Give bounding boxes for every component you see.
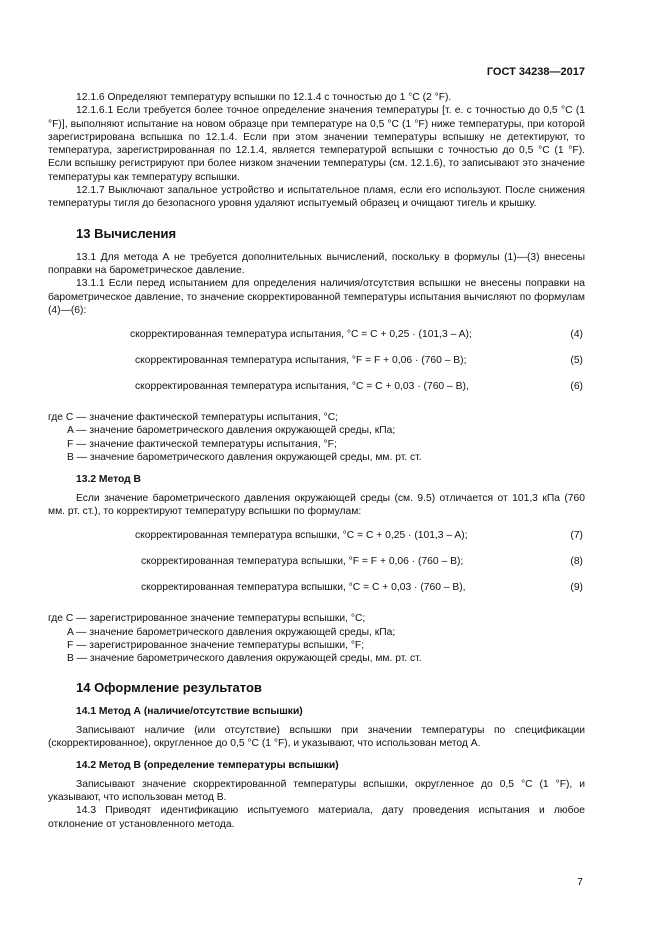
- subsection-heading-14-1: 14.1 Метод А (наличие/отсутствие вспышки): [76, 706, 303, 718]
- variable-definition: A — значение барометрического давления окружающей среды, кПа;: [67, 626, 396, 638]
- variable-definition: A — значение барометрического давления окружающей среды, кПа;: [67, 425, 396, 437]
- paragraph-14-2: Записывают значение скорректированной температуры вспышки, округленное до 0,5 °С (1 °F), и указывают, что использован метод В.: [48, 778, 585, 803]
- subsection-heading-14-2: 14.2 Метод В (определение температуры вспышки): [76, 760, 339, 772]
- paragraph-12-1-6-1: 12.1.6.1 Если требуется более точное определение значения температуры [т. е. с точностью до 0,5 °С (1 °F)], выполняют испытание на новом образце при температуре на 0,5 °С (1 °F) ниже температуры, при которой зарегистрирована вспышка по 12.1.4. Если при этом значении температуры вспышку не детектируют, то температура, зарегистрированная по 12.1.4, является температурой вспышки с точностью до 0,5 °С (1 °F). Если вспышку регистрируют при более низком значении температуры (см. 12.1.6), то записывают это значение температуры как температуру вспышки.: [48, 105, 585, 183]
- formula-text: скорректированная температура испытания, °С = C + 0,03 · (760 – B),: [135, 381, 469, 393]
- formula-number: (8): [570, 556, 583, 568]
- section-heading-13: 13 Вычисления: [76, 225, 177, 241]
- formula-6: [48, 375, 585, 401]
- formula-8: [48, 550, 585, 576]
- variable-definition: где C — значение фактической температуры испытания, °С;: [48, 412, 338, 424]
- paragraph-13-1-1: 13.1.1 Если перед испытанием для определения наличия/отсутствия вспышки не внесены поправки на барометрическое давление, то значение скорректированной температуры испытания вычисляют по формулам (4)—(6):: [48, 278, 585, 316]
- document-header: ГОСТ 34238—2017: [486, 66, 585, 78]
- formula-number: (4): [570, 329, 583, 341]
- formula-7: [48, 524, 585, 550]
- variable-list: [48, 411, 585, 464]
- formula-text: скорректированная температура испытания, °F = F + 0,06 · (760 – B);: [135, 355, 467, 367]
- section-heading-14: 14 Оформление результатов: [76, 680, 262, 696]
- formula-4: [48, 323, 585, 349]
- variable-definition: F — значение фактической температуры испытания, °F;: [67, 438, 337, 450]
- formula-number: (6): [570, 381, 583, 393]
- formula-9: [48, 576, 585, 602]
- page-number: 7: [577, 876, 583, 888]
- formula-text: скорректированная температура испытания, °С = C + 0,25 · (101,3 – A);: [130, 329, 472, 341]
- formula-number: (9): [570, 582, 583, 594]
- variable-definition: B — значение барометрического давления окружающей среды, мм. рт. ст.: [67, 653, 422, 665]
- variable-definition: F — зарегистрированное значение температуры вспышки, °F;: [67, 639, 365, 651]
- page-content: [48, 91, 585, 831]
- variable-definition: B — значение барометрического давления окружающей среды, мм. рт. ст.: [67, 452, 422, 464]
- paragraph-12-1-6: 12.1.6 Определяют температуру вспышки по 12.1.4 с точностью до 1 °С (2 °F).: [76, 92, 452, 103]
- paragraph-13-1: 13.1 Для метода А не требуется дополнительных вычислений, поскольку в формулы (1)—(3) внесены поправки на барометрическое давление.: [48, 251, 585, 276]
- variable-list: [48, 612, 585, 665]
- formula-number: (5): [570, 355, 583, 367]
- paragraph-14-1: Записывают наличие (или отсутствие) вспышки при значении температуры по спецификации (скорректированное), округленное до 0,5 °С (1 °F), и указывают, что использован метод А.: [48, 724, 585, 750]
- paragraph-14-3: 14.3 Приводят идентификацию испытуемого материала, дату проведения испытания и любое отклонение от установленного метода.: [48, 805, 585, 830]
- formula-text: скорректированная температура вспышки, °С = C + 0,25 · (101,3 – A);: [135, 530, 468, 542]
- formula-text: скорректированная температура вспышки, °С = C + 0,03 · (760 – B),: [141, 582, 466, 594]
- formula-5: [48, 349, 585, 375]
- subsection-heading-13-2: 13.2 Метод В: [76, 474, 141, 486]
- variable-definition: где C — зарегистрированное значение температуры вспышки, °С;: [48, 613, 366, 625]
- formula-text: скорректированная температура вспышки, °F = F + 0,06 · (760 – B);: [141, 556, 464, 568]
- formula-number: (7): [570, 530, 583, 542]
- paragraph-12-1-7: 12.1.7 Выключают запальное устройство и испытательное пламя, если его используют. После снижения температуры тигля до безопасного уровня удаляют испытуемый образец и очищают тигель и крышку.: [48, 185, 585, 210]
- paragraph-13-2: Если значение барометрического давления окружающей среды (см. 9.5) отличается от 101,3 кПа (760 мм. рт. ст.), то корректируют температуру вспышки по формулам:: [48, 492, 585, 517]
